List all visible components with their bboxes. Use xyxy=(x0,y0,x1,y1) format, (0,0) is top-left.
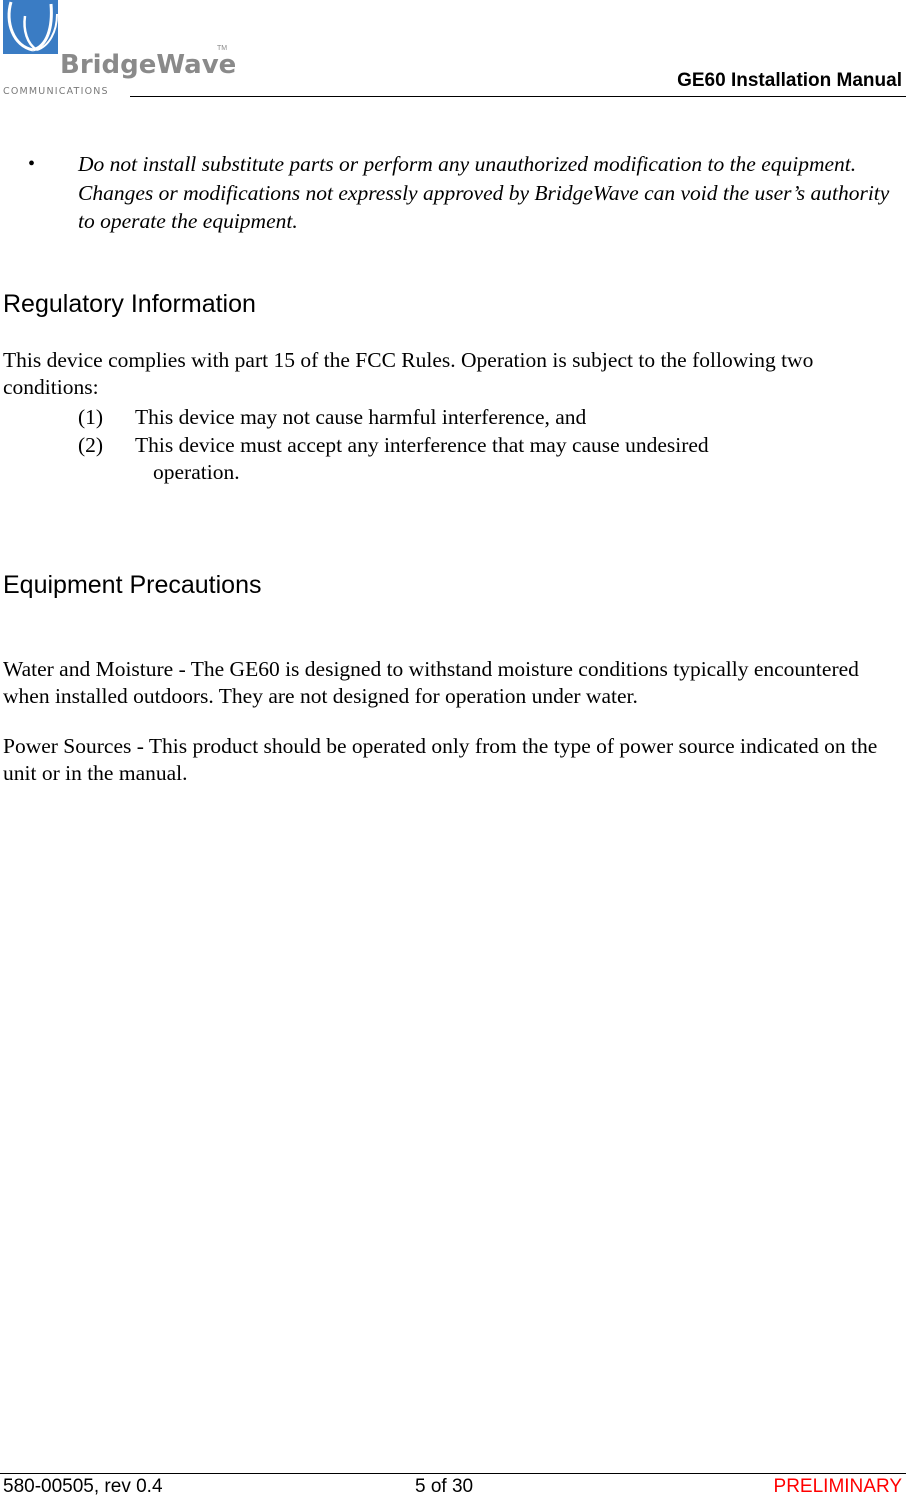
condition-item-2 xyxy=(78,432,898,486)
bullet-list-item xyxy=(28,150,898,236)
footer-divider xyxy=(0,1473,906,1474)
page-number: 5 of 30 xyxy=(415,1476,474,1497)
condition-text-continuation: operation. xyxy=(153,460,240,484)
header-divider xyxy=(130,96,906,97)
condition-number: (1) xyxy=(78,405,104,429)
regulatory-intro-paragraph: This device complies with part 15 of the FCC Rules. Operation is subject to the following two conditions: xyxy=(3,348,814,399)
water-moisture-paragraph: Water and Moisture - The GE60 is designed to withstand moisture conditions typically encountered when installed outdoors. They are not designed for operation under water. xyxy=(3,657,859,708)
status-label: PRELIMINARY xyxy=(773,1476,902,1497)
condition-text: This device may not cause harmful interference, and xyxy=(135,405,587,429)
logo-subtitle: COMMUNICATIONS xyxy=(3,86,109,97)
bullet-icon: • xyxy=(28,153,36,175)
power-sources-paragraph: Power Sources - This product should be operated only from the type of power source indicated on the unit or in the manual. xyxy=(3,734,878,785)
condition-item-1 xyxy=(78,404,898,431)
document-number: 580-00505, rev 0.4 xyxy=(3,1476,163,1497)
heading-equipment-precautions: Equipment Precautions xyxy=(3,571,262,599)
logo-trademark: TM xyxy=(217,45,228,52)
heading-regulatory-information: Regulatory Information xyxy=(3,290,256,318)
bridgewave-logo-icon xyxy=(3,0,58,54)
condition-number: (2) xyxy=(78,433,104,457)
bullet-text: Do not install substitute parts or perform any unauthorized modification to the equipment. Changes or modifications not expressly approved by BridgeWave can void the user’s authority to operate the equipment. xyxy=(78,152,890,233)
condition-text: This device must accept any interference that may cause undesired xyxy=(135,433,709,457)
logo-brand-name: BridgeWave xyxy=(60,50,237,80)
document-title: GE60 Installation Manual xyxy=(677,70,902,91)
